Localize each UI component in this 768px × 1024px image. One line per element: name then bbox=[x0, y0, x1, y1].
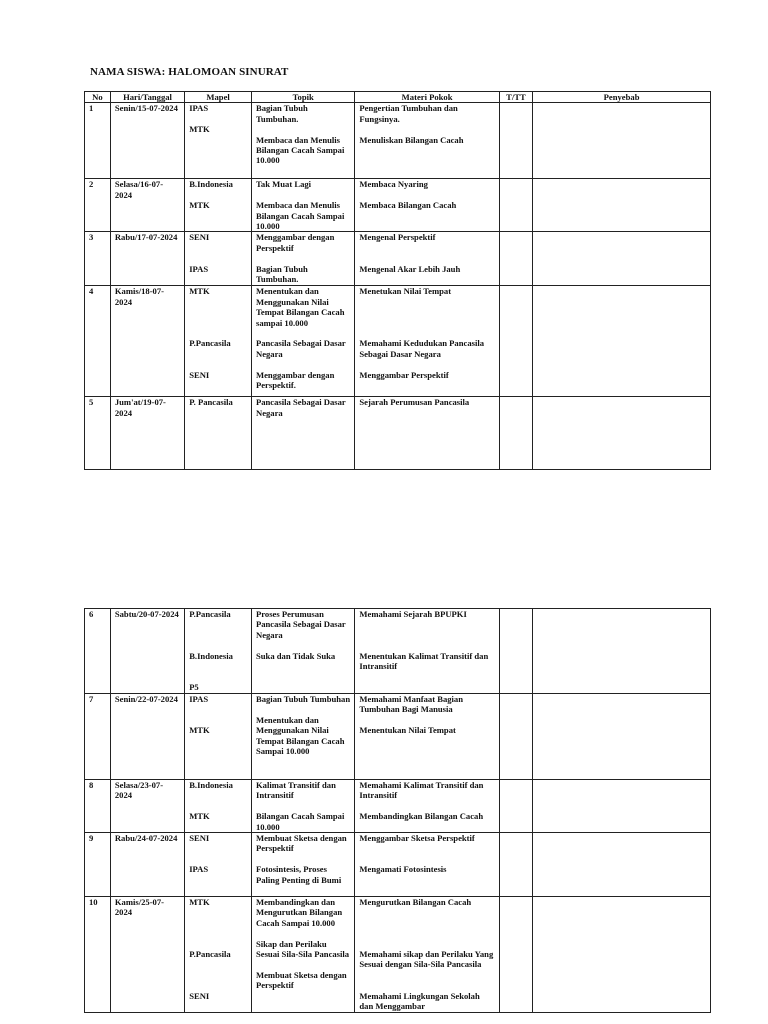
materi-entry: Sejarah Perumusan Pancasila bbox=[359, 397, 470, 408]
mapel-entry: MTK bbox=[189, 124, 210, 135]
header-hari-tanggal: Hari/Tanggal bbox=[110, 92, 184, 103]
materi-entry bbox=[359, 970, 494, 980]
materi-entry bbox=[359, 907, 494, 917]
cell-no: 4 bbox=[85, 286, 111, 397]
mapel-entry: B.Indonesia bbox=[189, 179, 233, 190]
mapel-entry bbox=[189, 671, 247, 681]
topik-entry: Kalimat Transitif dan Intransitif bbox=[255, 780, 336, 801]
cell-penyebab bbox=[533, 397, 711, 470]
materi-entry bbox=[359, 190, 494, 200]
topik-entry: Membuat Sketsa dengan Perspektif bbox=[255, 969, 347, 991]
materi-entry: Menuliskan Bilangan Cacah bbox=[359, 134, 464, 145]
topik-entry: Membaca dan Menulis Bilangan Cacah Sampai 10.000 bbox=[255, 200, 345, 232]
materi-entry bbox=[359, 939, 494, 949]
mapel-entry: P5 bbox=[189, 681, 199, 692]
materi-entry bbox=[359, 843, 494, 853]
mapel-entry bbox=[189, 243, 247, 253]
cell-t-tt bbox=[499, 397, 532, 470]
cell-mapel bbox=[185, 103, 252, 179]
cell-hari-tanggal: Senin/22-07-2024 bbox=[110, 694, 184, 780]
mapel-entry bbox=[189, 704, 247, 714]
cell-no: 1 bbox=[85, 103, 111, 179]
mapel-entry bbox=[189, 661, 247, 671]
topik-entry bbox=[256, 328, 350, 338]
table-row bbox=[85, 397, 711, 470]
mapel-entry bbox=[189, 619, 247, 629]
topik-entry bbox=[256, 359, 350, 369]
mapel-entry bbox=[189, 307, 247, 317]
topik-entry: Menentukan dan Menggunakan Nilai Tempat Bilangan Cacah Sampai 10.000 bbox=[255, 714, 345, 757]
mapel-entry: MTK bbox=[189, 725, 210, 736]
cell-hari-tanggal: Kamis/18-07-2024 bbox=[110, 286, 184, 397]
materi-entry: Membaca Bilangan Cacah bbox=[359, 200, 457, 211]
table-row bbox=[85, 897, 711, 1013]
topik-entry: Bagian Tubuh Tumbuhan. bbox=[255, 103, 308, 124]
cell-no: 8 bbox=[85, 780, 111, 833]
mapel-entry bbox=[189, 359, 247, 369]
topik-entry bbox=[256, 801, 350, 811]
cell-topik bbox=[251, 179, 354, 232]
materi-entry: Membandingkan Bilangan Cacah bbox=[359, 811, 484, 822]
cell-no: 7 bbox=[85, 694, 111, 780]
materi-entry bbox=[359, 253, 494, 263]
topik-entry: Sikap dan Perilaku Sesuai Sila-Sila Pancasila bbox=[255, 938, 350, 960]
cell-hari-tanggal: Selasa/23-07-2024 bbox=[110, 780, 184, 833]
cell-t-tt bbox=[499, 232, 532, 286]
cell-hari-tanggal: Rabu/17-07-2024 bbox=[110, 232, 184, 286]
mapel-entry bbox=[189, 640, 247, 650]
cell-topik bbox=[251, 397, 354, 470]
materi-entry bbox=[359, 124, 494, 134]
cell-mapel bbox=[185, 609, 252, 694]
cell-topik bbox=[251, 232, 354, 286]
materi-entry: Memahami Kalimat Transitif dan Intransitif bbox=[359, 780, 484, 801]
mapel-entry bbox=[189, 970, 247, 980]
cell-topik bbox=[251, 897, 354, 1013]
header-t-tt: T/TT bbox=[499, 92, 532, 103]
cell-hari-tanggal: Selasa/16-07-2024 bbox=[110, 179, 184, 232]
cell-t-tt bbox=[499, 694, 532, 780]
cell-no: 5 bbox=[85, 397, 111, 470]
cell-no: 3 bbox=[85, 232, 111, 286]
mapel-entry bbox=[189, 918, 247, 928]
topik-entry: Bagian Tubuh Tumbuhan bbox=[255, 694, 351, 704]
topik-entry: Pancasila Sebagai Dasar Negara bbox=[255, 338, 346, 359]
schedule-table-part-1 bbox=[84, 91, 711, 470]
mapel-entry: MTK bbox=[189, 811, 210, 822]
cell-materi-pokok bbox=[355, 397, 499, 470]
materi-entry bbox=[359, 801, 494, 811]
cell-t-tt bbox=[499, 833, 532, 897]
cell-topik bbox=[251, 286, 354, 397]
header-mapel: Mapel bbox=[185, 92, 252, 103]
mapel-entry bbox=[189, 801, 247, 811]
mapel-entry bbox=[189, 630, 247, 640]
cell-penyebab bbox=[533, 833, 711, 897]
table-header-row bbox=[85, 92, 711, 103]
cell-mapel bbox=[185, 833, 252, 897]
cell-materi-pokok bbox=[355, 179, 499, 232]
mapel-entry bbox=[189, 939, 247, 949]
header-topik: Topik bbox=[251, 92, 354, 103]
cell-materi-pokok bbox=[355, 833, 499, 897]
materi-entry: Menggambar Perspektif bbox=[359, 369, 449, 380]
table-row bbox=[85, 232, 711, 286]
mapel-entry: MTK bbox=[189, 897, 210, 908]
mapel-entry bbox=[189, 114, 247, 124]
materi-entry bbox=[359, 854, 494, 864]
mapel-entry: B.Indonesia bbox=[189, 650, 233, 661]
materi-entry bbox=[359, 928, 494, 938]
cell-penyebab bbox=[533, 694, 711, 780]
materi-entry: Menentukan Kalimat Transitif dan Intransitif bbox=[359, 650, 489, 671]
cell-penyebab bbox=[533, 897, 711, 1013]
materi-entry: Memahami sikap dan Perilaku Yang Sesuai dengan Sila-Sila Pancasila bbox=[359, 948, 494, 970]
topik-entry bbox=[256, 959, 350, 969]
mapel-entry bbox=[189, 907, 247, 917]
cell-penyebab bbox=[533, 103, 711, 179]
table-row bbox=[85, 609, 711, 694]
cell-no: 6 bbox=[85, 609, 111, 694]
mapel-entry bbox=[189, 980, 247, 990]
topik-entry bbox=[256, 253, 350, 263]
mapel-entry bbox=[189, 928, 247, 938]
topik-entry bbox=[256, 190, 350, 200]
header-penyebab: Penyebab bbox=[533, 92, 711, 103]
cell-materi-pokok bbox=[355, 232, 499, 286]
topik-entry: Membuat Sketsa dengan Perspektif bbox=[255, 833, 347, 854]
cell-topik bbox=[251, 103, 354, 179]
mapel-entry bbox=[189, 349, 247, 359]
cell-topik bbox=[251, 609, 354, 694]
mapel-entry bbox=[189, 959, 247, 969]
materi-entry bbox=[359, 297, 494, 307]
materi-entry: Mengamati Fotosintesis bbox=[359, 864, 447, 875]
topik-entry bbox=[256, 704, 350, 714]
table-row bbox=[85, 780, 711, 833]
mapel-entry: SENI bbox=[189, 232, 210, 243]
cell-topik bbox=[251, 780, 354, 833]
header-no: No bbox=[85, 92, 111, 103]
mapel-entry: P.Pancasila bbox=[189, 948, 231, 959]
cell-no: 9 bbox=[85, 833, 111, 897]
mapel-entry: MTK bbox=[189, 200, 210, 211]
materi-entry: Menggambar Sketsa Perspektif bbox=[359, 833, 475, 844]
mapel-entry bbox=[189, 253, 247, 263]
topik-entry bbox=[256, 928, 350, 938]
materi-entry bbox=[359, 243, 494, 253]
materi-entry bbox=[359, 619, 494, 629]
cell-t-tt bbox=[499, 179, 532, 232]
materi-entry bbox=[359, 359, 494, 369]
materi-entry bbox=[359, 980, 494, 990]
materi-entry bbox=[359, 328, 494, 338]
cell-hari-tanggal: Rabu/24-07-2024 bbox=[110, 833, 184, 897]
materi-entry: Mengenal Akar Lebih Jauh bbox=[359, 263, 461, 274]
cell-mapel bbox=[185, 897, 252, 1013]
mapel-entry: IPAS bbox=[189, 263, 209, 274]
materi-entry: Memahami Kedudukan Pancasila Sebagai Dasar Negara bbox=[359, 338, 485, 359]
cell-mapel bbox=[185, 694, 252, 780]
cell-hari-tanggal: Sabtu/20-07-2024 bbox=[110, 609, 184, 694]
topik-entry: Pancasila Sebagai Dasar Negara bbox=[255, 397, 346, 418]
cell-no: 2 bbox=[85, 179, 111, 232]
topik-entry bbox=[256, 640, 350, 650]
table-row bbox=[85, 694, 711, 780]
cell-penyebab bbox=[533, 232, 711, 286]
mapel-entry bbox=[189, 843, 247, 853]
topik-entry: Bagian Tubuh Tumbuhan. bbox=[255, 263, 308, 285]
mapel-entry bbox=[189, 790, 247, 800]
cell-t-tt bbox=[499, 286, 532, 397]
materi-entry: Menetukan Nilai Tempat bbox=[359, 286, 452, 297]
cell-materi-pokok bbox=[355, 103, 499, 179]
topik-entry: Menggambar dengan Perspektif bbox=[255, 232, 335, 253]
mapel-entry: P.Pancasila bbox=[189, 609, 231, 619]
table-row bbox=[85, 286, 711, 397]
header-materi-pokok: Materi Pokok bbox=[355, 92, 499, 103]
topik-entry bbox=[256, 854, 350, 864]
mapel-entry: IPAS bbox=[189, 864, 209, 875]
topik-entry: Bilangan Cacah Sampai 10.000 bbox=[255, 811, 345, 832]
cell-mapel bbox=[185, 397, 252, 470]
materi-entry: Memahami Manfaat Bagian Tumbuhan Bagi Manusia bbox=[359, 694, 464, 715]
materi-entry bbox=[359, 307, 494, 317]
materi-entry bbox=[359, 918, 494, 928]
materi-entry: Menentukan Nilai Tempat bbox=[359, 725, 456, 736]
mapel-entry bbox=[189, 190, 247, 200]
student-name-heading: NAMA SISWA: HALOMOAN SINURAT bbox=[90, 66, 289, 78]
cell-materi-pokok bbox=[355, 897, 499, 1013]
mapel-entry: SENI bbox=[189, 833, 210, 844]
cell-hari-tanggal: Senin/15-07-2024 bbox=[110, 103, 184, 179]
topik-entry: Membaca dan Menulis Bilangan Cacah Sampai 10.000 bbox=[255, 134, 345, 166]
cell-hari-tanggal: Kamis/25-07-2024 bbox=[110, 897, 184, 1013]
mapel-entry: IPAS bbox=[189, 103, 209, 114]
materi-entry bbox=[359, 318, 494, 328]
materi-entry bbox=[359, 640, 494, 650]
cell-topik bbox=[251, 833, 354, 897]
cell-penyebab bbox=[533, 286, 711, 397]
mapel-entry: P.Pancasila bbox=[189, 338, 231, 349]
cell-t-tt bbox=[499, 897, 532, 1013]
materi-entry bbox=[359, 630, 494, 640]
mapel-entry bbox=[189, 297, 247, 307]
materi-entry: Memahami Sejarah BPUPKI bbox=[359, 609, 467, 619]
table-row bbox=[85, 833, 711, 897]
cell-mapel bbox=[185, 780, 252, 833]
topik-entry: Proses Perumusan Pancasila Sebagai Dasar Negara bbox=[255, 609, 346, 640]
cell-materi-pokok bbox=[355, 694, 499, 780]
cell-t-tt bbox=[499, 609, 532, 694]
mapel-entry bbox=[189, 854, 247, 864]
mapel-entry: B.Indonesia bbox=[189, 780, 233, 790]
cell-penyebab bbox=[533, 179, 711, 232]
cell-materi-pokok bbox=[355, 609, 499, 694]
topik-entry: Menggambar dengan Perspektif. bbox=[255, 369, 335, 391]
cell-penyebab bbox=[533, 609, 711, 694]
mapel-entry: P. Pancasila bbox=[189, 397, 233, 408]
cell-hari-tanggal: Jum'at/19-07-2024 bbox=[110, 397, 184, 470]
cell-materi-pokok bbox=[355, 286, 499, 397]
topik-entry: Fotosintesis, Proses Paling Penting di Bumi bbox=[255, 864, 342, 885]
mapel-entry: MTK bbox=[189, 286, 210, 297]
topik-entry: Tak Muat Lagi bbox=[255, 179, 312, 190]
cell-topik bbox=[251, 694, 354, 780]
mapel-entry bbox=[189, 715, 247, 725]
table-row bbox=[85, 103, 711, 179]
table-row bbox=[85, 179, 711, 232]
topik-entry: Membandingkan dan Mengurutkan Bilangan Cacah Sampai 10.000 bbox=[255, 897, 343, 928]
materi-entry bbox=[359, 715, 494, 725]
topik-entry bbox=[256, 124, 350, 134]
schedule-table-part-2 bbox=[84, 608, 711, 1013]
cell-mapel bbox=[185, 179, 252, 232]
materi-entry: Memahami Lingkungan Sekolah dan Menggambar bbox=[359, 990, 480, 1011]
cell-no: 10 bbox=[85, 897, 111, 1013]
mapel-entry: SENI bbox=[189, 369, 210, 380]
materi-entry: Membaca Nyaring bbox=[359, 179, 428, 190]
cell-t-tt bbox=[499, 103, 532, 179]
mapel-entry bbox=[189, 318, 247, 328]
materi-entry: Mengurutkan Bilangan Cacah bbox=[359, 897, 472, 908]
topik-entry: Suka dan Tidak Suka bbox=[255, 650, 336, 661]
cell-mapel bbox=[185, 286, 252, 397]
cell-t-tt bbox=[499, 780, 532, 833]
cell-mapel bbox=[185, 232, 252, 286]
materi-entry: Pengertian Tumbuhan dan Fungsinya. bbox=[359, 103, 458, 124]
topik-entry: Menentukan dan Menggunakan Nilai Tempat Bilangan Cacah sampai 10.000 bbox=[255, 286, 345, 328]
materi-entry: Mengenal Perspektif bbox=[359, 232, 436, 243]
mapel-entry bbox=[189, 328, 247, 338]
mapel-entry: IPAS bbox=[189, 694, 209, 704]
mapel-entry: SENI bbox=[189, 990, 210, 1001]
cell-penyebab bbox=[533, 780, 711, 833]
cell-materi-pokok bbox=[355, 780, 499, 833]
